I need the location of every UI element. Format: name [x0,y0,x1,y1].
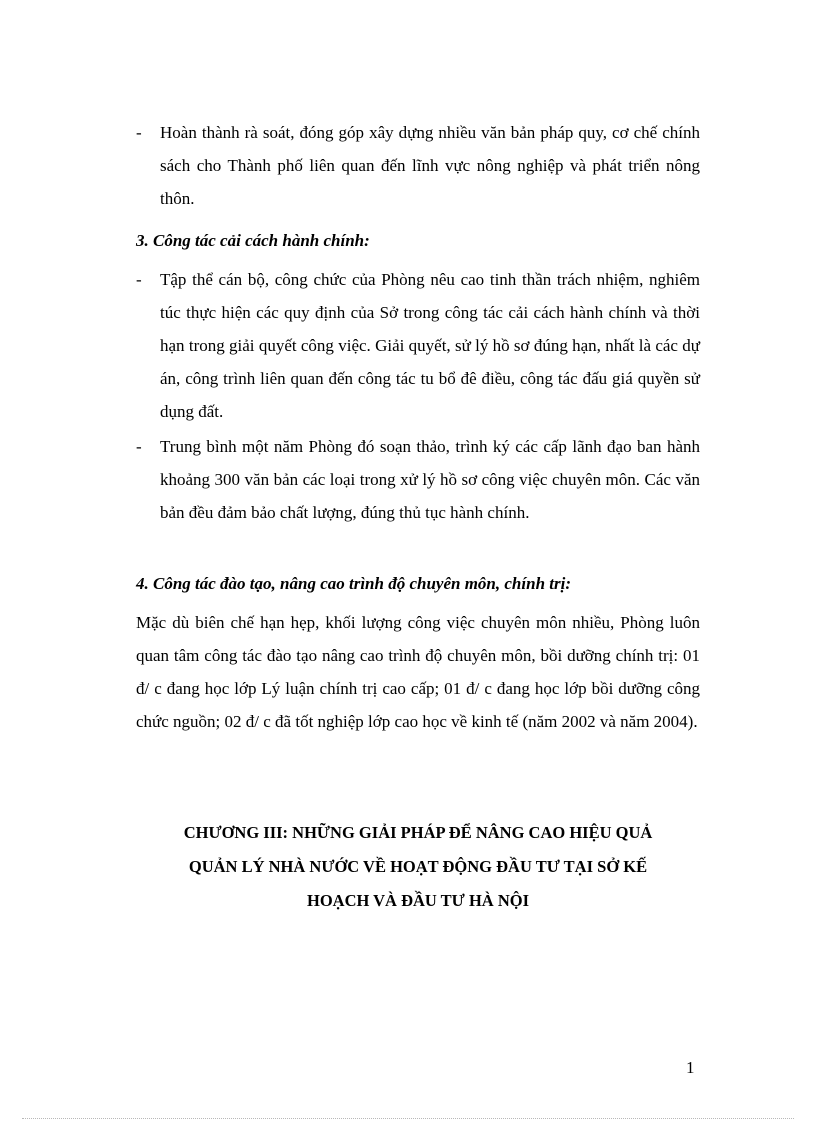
bullet-text: Trung bình một năm Phòng đó soạn thảo, trình ký các cấp lãnh đạo ban hành khoảng 300 văn bản các loại trong xử lý hồ sơ công việc chuyên môn. Các văn bản đều đảm bảo chất lượng, đúng thủ tục hành chính. [160,437,700,522]
chapter-title-line: QUẢN LÝ NHÀ NƯỚC VỀ HOẠT ĐỘNG ĐẦU TƯ TẠI SỞ KẾ [188,857,648,876]
section-4-heading: 4. Công tác đào tạo, nâng cao trình độ chuyên môn, chính trị: [136,574,571,593]
page-bottom-rule [22,1118,794,1119]
page-number: 1 [686,1058,695,1077]
bullet-dash: - [136,270,142,289]
bullet-dash: - [136,437,142,456]
bullet-text: Tập thể cán bộ, công chức của Phòng nêu cao tinh thần trách nhiệm, nghiêm túc thực hiện các quy định của Sở trong công tác cải cách hành chính và thời hạn trong giải quyết công việc. Giải quyết, sử lý hồ sơ đúng hạn, nhất là các dự án, công trình liên quan đến công tác tu bổ đê điều, công tác đấu giá quyền sử dụng đất. [160,270,700,421]
chapter-title [130,816,706,918]
bullet-item [136,263,700,428]
bullet-item [136,116,700,215]
bullet-item [136,430,700,529]
chapter-title-line: CHƯƠNG III: NHỮNG GIẢI PHÁP ĐỂ NÂNG CAO HIỆU QUẢ [183,823,653,842]
section-4-paragraph: Mặc dù biên chế hạn hẹp, khối lượng công việc chuyên môn nhiều, Phòng luôn quan tâm công tác đào tạo nâng cao trình độ chuyên môn, bồi dưỡng chính trị: 01 đ/ c đang học lớp Lý luận chính trị cao cấp; 01 đ/ c đang học lớp bồi dưỡng công chức nguồn; 02 đ/ c đã tốt nghiệp lớp cao học về kinh tế (năm 2002 và năm 2004). [136,613,700,731]
section-3-heading: 3. Công tác cải cách hành chính: [136,231,370,250]
bullet-dash: - [136,123,142,142]
bullet-text: Hoàn thành rà soát, đóng góp xây dựng nhiều văn bản pháp quy, cơ chế chính sách cho Thành phố liên quan đến lĩnh vực nông nghiệp và phát triển nông thôn. [160,123,700,208]
chapter-title-line: HOẠCH VÀ ĐẦU TƯ HÀ NỘI [306,891,529,910]
